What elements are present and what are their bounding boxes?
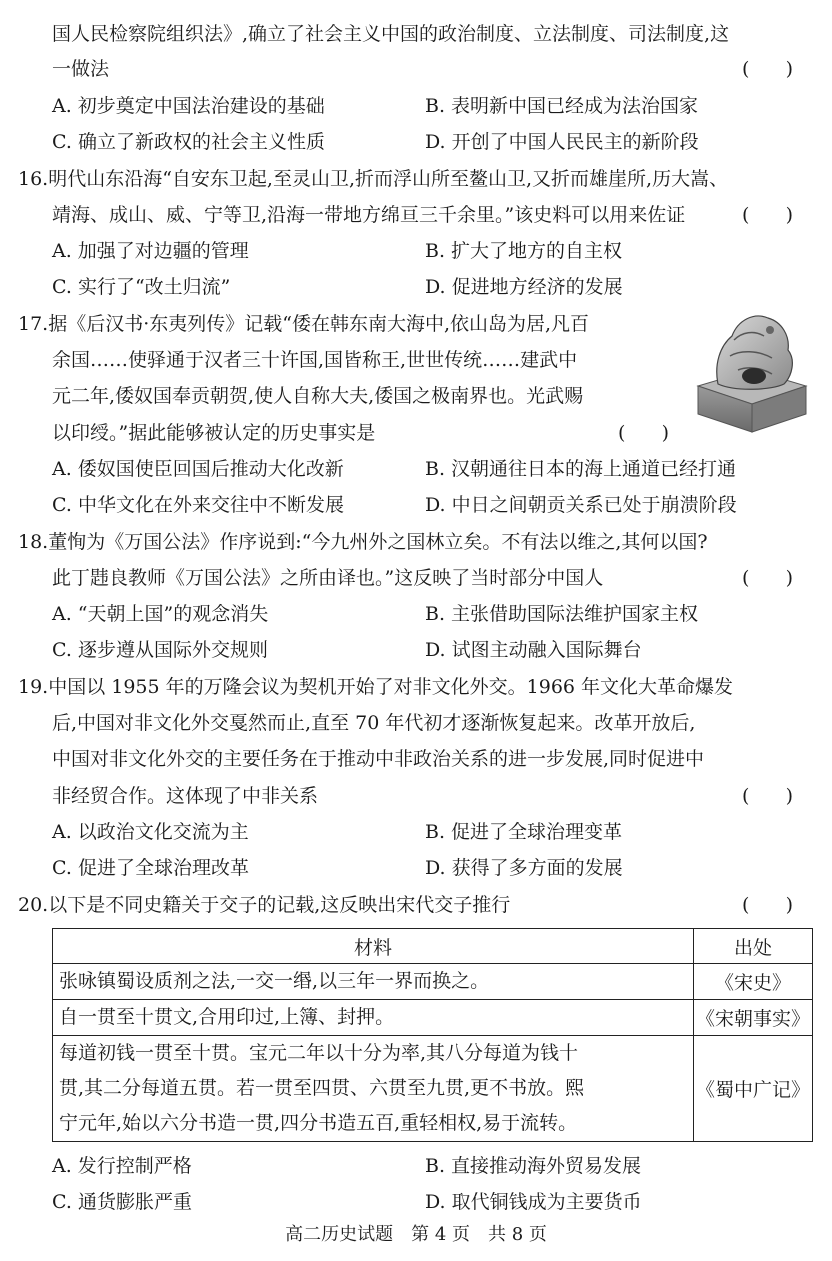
q17-answer-bracket: ( ): [618, 422, 670, 444]
q16-option-b[interactable]: B. 扩大了地方的自主权: [425, 240, 623, 262]
table-row: [53, 1036, 813, 1142]
q17-option-a[interactable]: A. 倭奴国使臣回国后推动大化改新: [52, 458, 344, 480]
q15-stem-line-1: 国人民检察院组织法》,确立了社会主义中国的政治制度、立法制度、司法制度,这: [52, 23, 730, 45]
q20-option-d[interactable]: D. 取代铜钱成为主要货币: [425, 1191, 642, 1213]
table-header-row: [53, 929, 813, 964]
table-cell-material-line: 贯,其二分每道五贯。若一贯至四贯、六贯至九贯,更不书放。熙: [59, 1077, 585, 1099]
q18-answer-bracket: ( ): [742, 567, 794, 589]
q19-stem-line-1: [18, 675, 733, 699]
table-cell-source: 《宋朝事实》: [693, 1000, 812, 1036]
q18-option-d[interactable]: D. 试图主动融入国际舞台: [425, 639, 642, 661]
q15-option-c[interactable]: C. 确立了新政权的社会主义性质: [52, 131, 325, 153]
q18-option-b[interactable]: B. 主张借助国际法维护国家主权: [425, 603, 699, 625]
q19-option-a[interactable]: A. 以政治文化交流为主: [52, 821, 249, 843]
q16-option-d[interactable]: D. 促进地方经济的发展: [425, 276, 623, 298]
table-row: [53, 964, 813, 1000]
q20-source-table: [52, 928, 813, 1142]
table-cell-material: [53, 1036, 694, 1142]
table-row: [53, 1000, 813, 1036]
q18-stem-line-1: [18, 530, 708, 554]
q17-stem-line-3: 元二年,倭奴国奉贡朝贺,使人自称大夫,倭国之极南界也。光武赐: [52, 385, 584, 407]
q17-stem-text-1: 据《后汉书·东夷列传》记载“倭在韩东南大海中,依山岛为居,凡百: [48, 313, 590, 335]
q20-option-a[interactable]: A. 发行控制严格: [52, 1155, 192, 1177]
q16-number: 16.: [18, 168, 49, 190]
q20-answer-bracket: ( ): [742, 894, 794, 916]
table-header-source: 出处: [693, 929, 812, 964]
page-footer: 高二历史试题 第 4 页 共 8 页: [285, 1224, 547, 1245]
table-cell-material-line: 宁元年,始以六分书造一贯,四分书造五百,重轻相权,易于流转。: [59, 1112, 578, 1134]
table-cell-source: 《宋史》: [693, 964, 812, 1000]
q16-stem-line-2: 靖海、成山、威、宁等卫,沿海一带地方绵亘三千余里。”该史料可以用来佐证: [52, 204, 686, 226]
q20-number: 20.: [18, 894, 49, 916]
q15-option-d[interactable]: D. 开创了中国人民民主的新阶段: [425, 131, 699, 153]
table-cell-material: 张咏镇蜀设质剂之法,一交一缗,以三年一界而换之。: [53, 964, 694, 1000]
table-header-material: 材料: [53, 929, 694, 964]
q16-option-c[interactable]: C. 实行了“改土归流”: [52, 276, 231, 298]
table-cell-source: 《蜀中广记》: [693, 1036, 812, 1142]
q18-number: 18.: [18, 531, 49, 553]
q19-option-b[interactable]: B. 促进了全球治理变革: [425, 821, 623, 843]
q18-stem-text-1: 董恂为《万国公法》作序说到:“今九州外之国林立矣。不有法以维之,其何以国?: [48, 531, 708, 553]
q15-stem-line-2: 一做法: [52, 58, 110, 80]
table-cell-material: 自一贯至十贯文,合用印过,上簿、封押。: [53, 1000, 694, 1036]
q19-number: 19.: [18, 676, 49, 698]
q20-option-c[interactable]: C. 通货膨胀严重: [52, 1191, 192, 1213]
q18-option-a[interactable]: A. “天朝上国”的观念消失: [52, 603, 269, 625]
q17-number: 17.: [18, 313, 49, 335]
q16-stem-text-1: 明代山东沿海“自安东卫起,至灵山卫,折而浮山所至鳌山卫,又折而雄崖所,历大嵩、: [48, 168, 729, 190]
q18-option-c[interactable]: C. 逐步遵从国际外交规则: [52, 639, 268, 661]
table-cell-material-line: 每道初钱一贯至十贯。宝元二年以十分为率,其八分每道为钱十: [59, 1042, 579, 1064]
q16-answer-bracket: ( ): [742, 204, 794, 226]
q19-stem-line-2: 后,中国对非文化外交戛然而止,直至 70 年代初才逐渐恢复起来。改革开放后,: [52, 712, 696, 734]
q17-option-c[interactable]: C. 中华文化在外来交往中不断发展: [52, 494, 344, 516]
q17-option-d[interactable]: D. 中日之间朝贡关系已处于崩溃阶段: [425, 494, 737, 516]
q19-stem-line-4: 非经贸合作。这体现了中非关系: [52, 785, 319, 807]
q19-option-c[interactable]: C. 促进了全球治理改革: [52, 857, 249, 879]
q19-stem-text-1: 中国以 1955 年的万隆会议为契机开始了对非文化外交。1966 年文化大革命爆发: [48, 676, 734, 698]
q17-option-b[interactable]: B. 汉朝通往日本的海上通道已经打通: [425, 458, 737, 480]
q15-answer-bracket: ( ): [742, 58, 794, 80]
q16-stem-line-1: [18, 167, 728, 191]
q19-answer-bracket: ( ): [742, 785, 794, 807]
q20-option-b[interactable]: B. 直接推动海外贸易发展: [425, 1155, 642, 1177]
q15-option-a[interactable]: A. 初步奠定中国法治建设的基础: [52, 95, 325, 117]
q20-stem-text-1: 以下是不同史籍关于交子的记载,这反映出宋代交子推行: [48, 894, 511, 916]
q15-option-b[interactable]: B. 表明新中国已经成为法治国家: [425, 95, 699, 117]
q16-option-a[interactable]: A. 加强了对边疆的管理: [52, 240, 249, 262]
gold-seal-image: [692, 306, 810, 434]
q19-stem-line-3: 中国对非文化外交的主要任务在于推动中非政治关系的进一步发展,同时促进中: [52, 748, 705, 770]
q17-stem-line-2: 余国……使驿通于汉者三十许国,国皆称王,世世传统……建武中: [52, 349, 578, 371]
q18-stem-line-2: 此丁韪良教师《万国公法》之所由译也。”这反映了当时部分中国人: [52, 567, 604, 589]
q17-stem-line-1: [18, 312, 589, 336]
q19-option-d[interactable]: D. 获得了多方面的发展: [425, 857, 623, 879]
q20-stem-line-1: [18, 893, 510, 917]
q17-stem-line-4: 以印绶。”据此能够被认定的历史事实是: [52, 422, 376, 444]
